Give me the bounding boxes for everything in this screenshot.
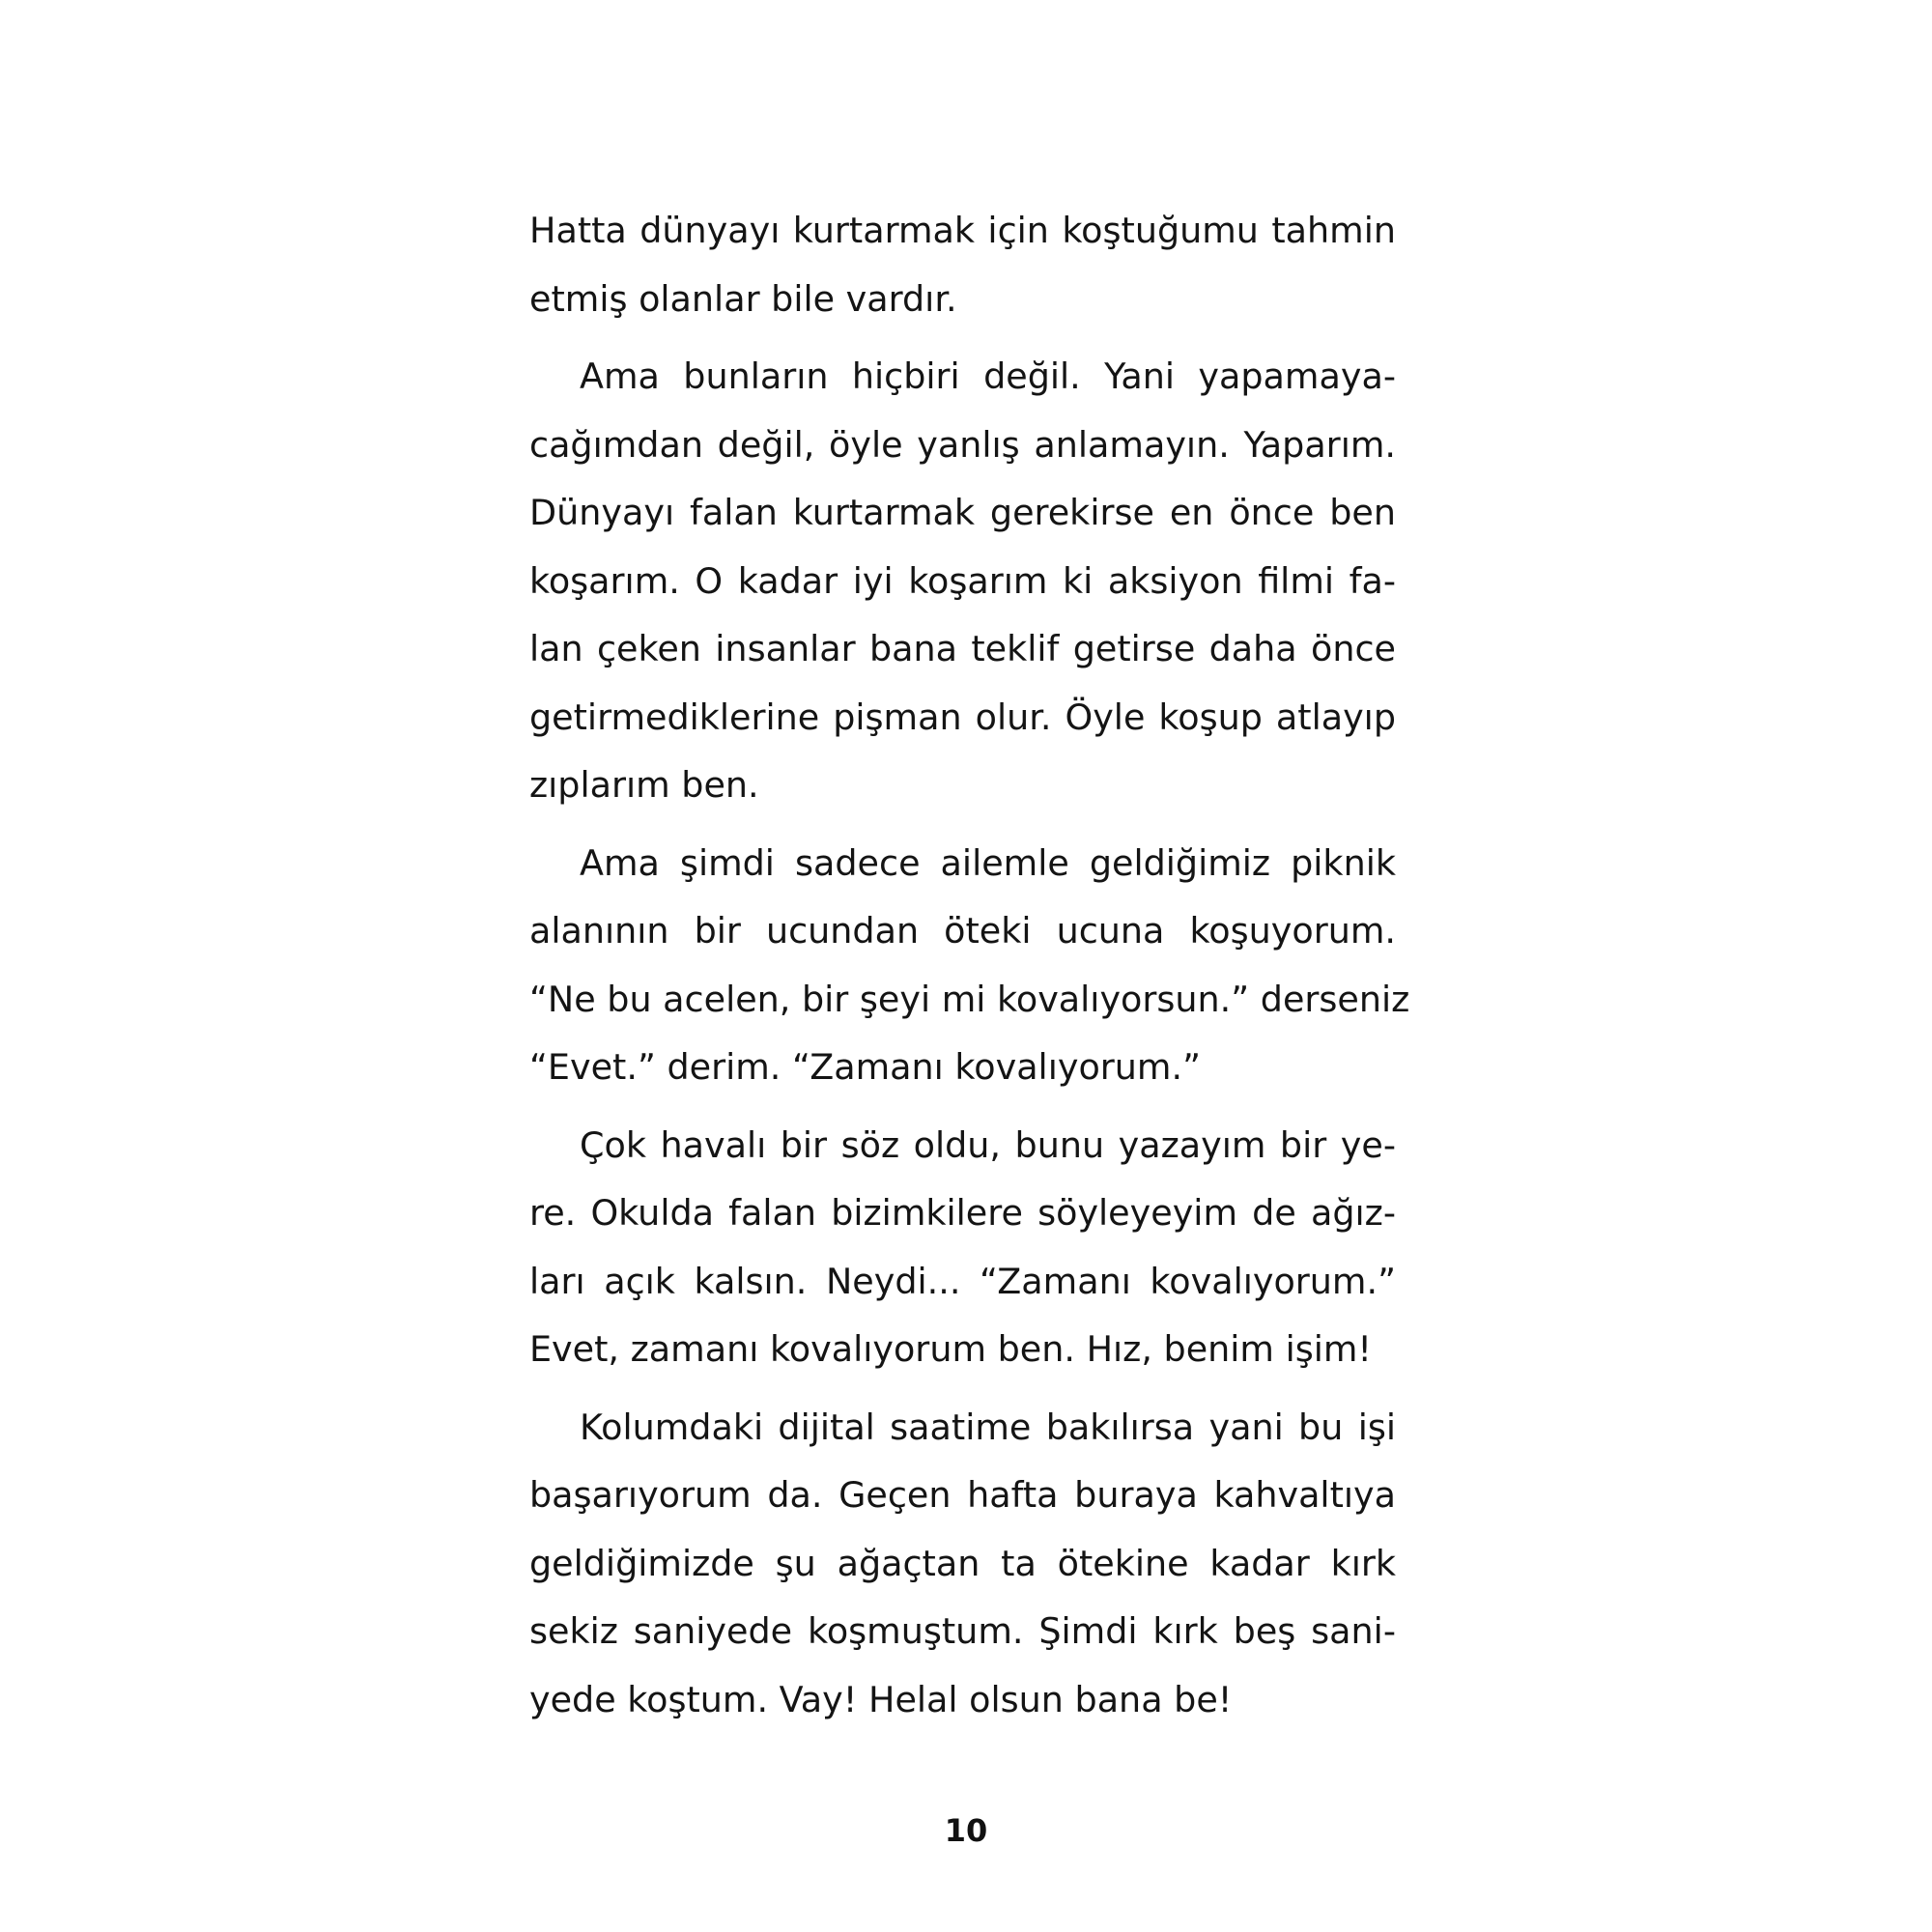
- text-line: Hatta dünyayı kurtarmak için koştuğumu tahmin: [529, 210, 1396, 251]
- text-line: re. Okulda falan bizimkilere söyleyeyim de ağız-: [529, 1192, 1396, 1234]
- text-line: cağımdan değil, öyle yanlış anlamayın. Yaparım.: [529, 423, 1396, 466]
- text-line: başarıyorum da. Geçen hafta buraya kahvaltıya: [529, 1474, 1396, 1516]
- text-line: getirmediklerine pişman olur. Öyle koşup atlayıp: [529, 696, 1396, 738]
- text-line: alanının bir ucundan öteki ucuna koşuyorum.: [529, 910, 1396, 952]
- paragraph-2: [529, 343, 1396, 820]
- body-text: [529, 197, 1410, 1744]
- text-line: Ama şimdi sadece ailemle geldiğimiz piknik: [580, 841, 1396, 884]
- text-line: lan çeken insanlar bana teklif getirse daha önce: [529, 628, 1396, 669]
- text-line: Ama bunların hiçbiri değil. Yani yapamaya-: [580, 355, 1396, 397]
- paragraph-1: [529, 197, 1396, 333]
- text-line: Çok havalı bir söz oldu, bunu yazayım bir ye-: [580, 1123, 1396, 1166]
- page-number: 10: [944, 1812, 988, 1849]
- text-line: geldiğimizde şu ağaçtan ta ötekine kadar kırk: [529, 1542, 1396, 1584]
- text-line: yede koştum. Vay! Helal olsun bana be!: [529, 1678, 1233, 1720]
- text-line: “Ne bu acelen, bir şeyi mi kovalıyorsun.” derseniz: [529, 978, 1410, 1020]
- paragraph-4: [529, 1112, 1396, 1384]
- text-line: etmiş olanlar bile vardır.: [529, 277, 957, 320]
- text-line: ları açık kalsın. Neydi... “Zamanı kovalıyorum.”: [529, 1260, 1396, 1302]
- text-line: Dünyayı falan kurtarmak gerekirse en önce ben: [529, 492, 1396, 533]
- text-line: koşarım. O kadar iyi koşarım ki aksiyon filmi fa-: [529, 559, 1396, 602]
- text-line: Evet, zamanı kovalıyorum ben. Hız, benim işim!: [529, 1328, 1373, 1370]
- text-line: “Evet.” derim. “Zamanı kovalıyorum.”: [529, 1046, 1201, 1088]
- paragraph-3: [529, 830, 1410, 1102]
- text-line: sekiz saniyede koşmuştum. Şimdi kırk beş sani-: [529, 1610, 1396, 1652]
- text-line: zıplarım ben.: [529, 764, 759, 806]
- paragraph-5: [529, 1394, 1396, 1735]
- text-line: Kolumdaki dijital saatime bakılırsa yani bu işi: [580, 1406, 1396, 1448]
